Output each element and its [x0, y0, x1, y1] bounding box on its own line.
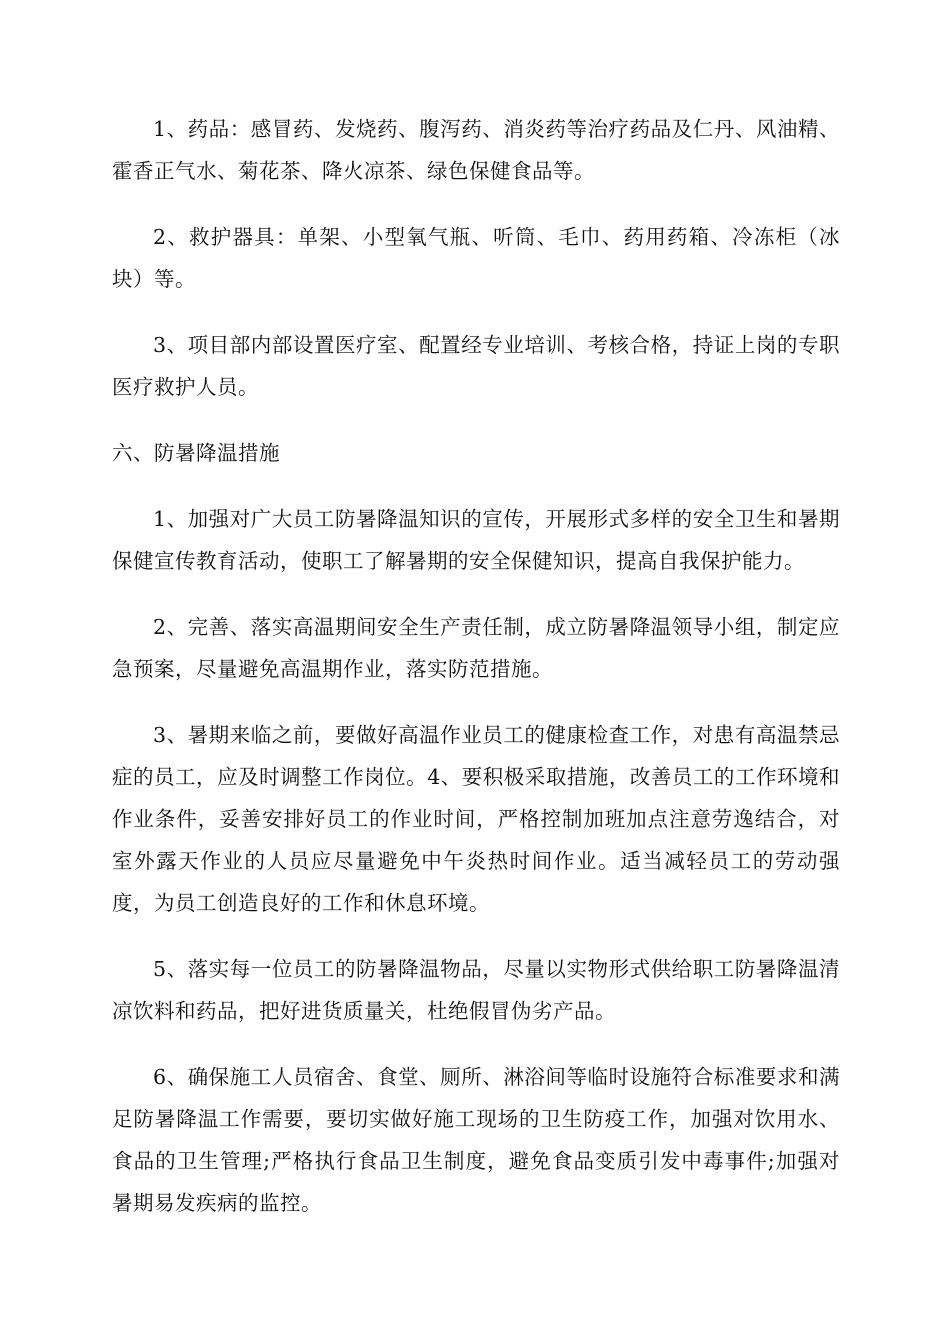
paragraph-measure-1: 1、加强对广大员工防暑降温知识的宣传，开展形式多样的安全卫生和暑期保健宣传教育活动，使职工了解暑期的安全保健知识，提高自我保护能力。	[112, 507, 840, 573]
paragraph-measure-5: 5、落实每一位员工的防暑降温物品，尽量以实物形式供给职工防暑降温清凉饮料和药品，把好进货质量关，杜绝假冒伪劣产品。	[112, 957, 840, 1023]
paragraph-measure-3-4: 3、暑期来临之前，要做好高温作业员工的健康检查工作，对患有高温禁忌症的员工，应及时调整工作岗位。4、要积极采取措施，改善员工的工作环境和作业条件，妥善安排好员工的作业时间，严格控制加班加点注意劳逸结合，对室外露天作业的人员应尽量避免中午炎热时间作业。适当减轻员工的劳动强度，为员工创造良好的工作和休息环境。	[112, 723, 840, 915]
paragraph-rescue-equipment: 2、救护器具：单架、小型氧气瓶、听筒、毛巾、药用药箱、冷冻柜（冰块）等。	[112, 225, 840, 291]
paragraph-measure-2: 2、完善、落实高温期间安全生产责任制，成立防暑降温领导小组，制定应急预案，尽量避免高温期作业，落实防范措施。	[112, 615, 840, 681]
document-body	[112, 108, 840, 1248]
section-heading-heatstroke-measures: 六、防暑降温措施	[112, 441, 280, 465]
paragraph-medical-room: 3、项目部内部设置医疗室、配置经专业培训、考核合格，持证上岗的专职医疗救护人员。	[112, 333, 840, 399]
paragraph-measure-6: 6、确保施工人员宿舍、食堂、厕所、淋浴间等临时设施符合标准要求和满足防暑降温工作需要，要切实做好施工现场的卫生防疫工作，加强对饮用水、食品的卫生管理;严格执行食品卫生制度，避免食品变质引发中毒事件;加强对暑期易发疾病的监控。	[112, 1065, 840, 1215]
paragraph-medicines: 1、药品：感冒药、发烧药、腹泻药、消炎药等治疗药品及仁丹、风油精、霍香正气水、菊花茶、降火凉茶、绿色保健食品等。	[112, 117, 840, 183]
